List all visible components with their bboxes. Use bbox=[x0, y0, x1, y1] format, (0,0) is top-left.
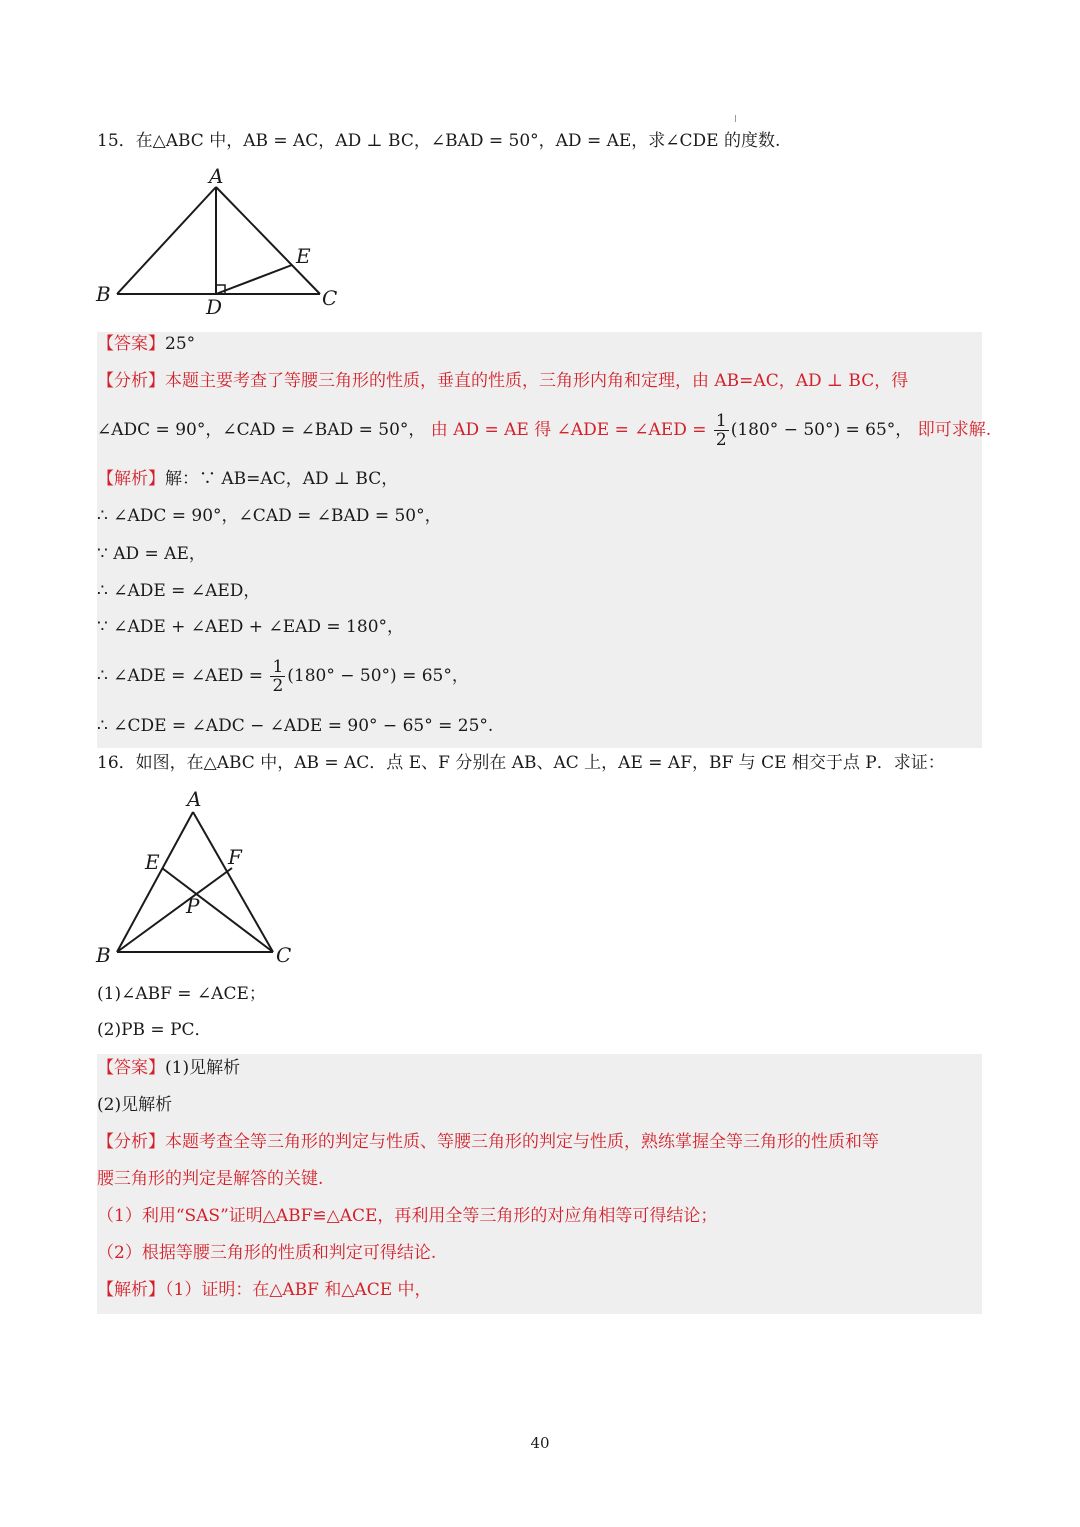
q16-analysis-line2: 腰三角形的判定是解答的关键. bbox=[97, 1169, 324, 1189]
label-e: E bbox=[296, 244, 311, 268]
q15-analysis-line1: 【分析】本题主要考查了等腰三角形的性质，垂直的性质，三角形内角和定理，由 AB=AC，AD ⊥ BC，得 bbox=[97, 371, 909, 391]
q16-analysis-line1: 【分析】本题考查全等三角形的判定与性质、等腰三角形的判定与性质，熟练掌握全等三角形的性质和等 bbox=[97, 1132, 879, 1152]
label-f: F bbox=[228, 845, 242, 869]
label-c: C bbox=[276, 943, 292, 967]
q15-solution-line2: ∴ ∠ADC = 90°，∠CAD = ∠BAD = 50°， bbox=[97, 506, 442, 526]
q16-solution-line1: 【解析】（1）证明：在△ABF 和△ACE 中， bbox=[97, 1280, 432, 1300]
q15-analysis-line2: ∠ADC = 90°，∠CAD = ∠BAD = 50°， 由 AD = AE 得 ∠ADE = ∠AED = $\frac{1}{2}$ (180° − 50°) = 65°， 即可求解. bbox=[97, 411, 992, 450]
segment-ac bbox=[193, 812, 273, 952]
q16-answer1: 【答案】(1)见解析 bbox=[97, 1058, 241, 1078]
fraction-half: $\frac{1}{2}$ bbox=[272, 657, 284, 696]
q15-solution-line7: ∴ ∠CDE = ∠ADC − ∠ADE = 90° − 65° = 25°. bbox=[97, 716, 494, 736]
q15-answer bbox=[97, 331, 195, 357]
label-c: C bbox=[322, 286, 338, 310]
q15-solution-line5: ∵ ∠ADE + ∠AED + ∠EAD = 180°， bbox=[97, 617, 405, 637]
label-e: E bbox=[145, 850, 160, 874]
q15-stem: 15．在△ABC 中，AB = AC，AD ⊥ BC，∠BAD = 50°，AD = AE，求∠CDE 的度数. bbox=[97, 131, 781, 151]
q16-analysis-line4: （2）根据等腰三角形的性质和判定可得结论. bbox=[97, 1243, 437, 1263]
q15-solution-line3: ∵ AD = AE， bbox=[97, 544, 206, 564]
q15-solution-line4: ∴ ∠ADE = ∠AED， bbox=[97, 581, 261, 601]
answer-tag: 【答案】 bbox=[97, 334, 165, 354]
segment-bf bbox=[117, 868, 232, 952]
segment-ab bbox=[117, 187, 216, 294]
q15-solution-line1: 【解析】解：∵ AB=AC，AD ⊥ BC， bbox=[97, 469, 399, 489]
label-b: B bbox=[96, 943, 111, 967]
label-a: A bbox=[187, 787, 202, 811]
label-p: P bbox=[186, 894, 200, 918]
q16-stem: 16．如图，在△ABC 中，AB = AC．点 E、F 分别在 AB、AC 上，AE = AF，BF 与 CE 相交于点 P．求证： bbox=[97, 753, 945, 773]
label-b: B bbox=[96, 282, 111, 306]
page-number: 40 bbox=[530, 1434, 550, 1452]
q16-figure bbox=[92, 786, 312, 971]
segment-de bbox=[216, 265, 292, 294]
q15-solution-line6: ∴ ∠ADE = ∠AED = $\frac{1}{2}$ (180° − 50°) = 65°， bbox=[97, 657, 469, 696]
segment-ac bbox=[216, 187, 320, 294]
label-d: D bbox=[206, 295, 223, 319]
q16-part2: (2)PB = PC． bbox=[97, 1020, 212, 1040]
segment-ce bbox=[162, 868, 273, 952]
q16-answer2: (2)见解析 bbox=[97, 1095, 173, 1115]
q16-part1: (1)∠ABF = ∠ACE； bbox=[97, 984, 266, 1004]
fraction-half: $\frac{1}{2}$ bbox=[715, 411, 727, 450]
q16-analysis-line3: （1）利用“SAS”证明△ABF≌△ACE，再利用全等三角形的对应角相等可得结论； bbox=[97, 1206, 718, 1226]
scan-mark bbox=[735, 115, 736, 122]
answer-value: 25° bbox=[165, 334, 196, 354]
q15-figure bbox=[92, 165, 352, 320]
label-a: A bbox=[209, 165, 224, 188]
